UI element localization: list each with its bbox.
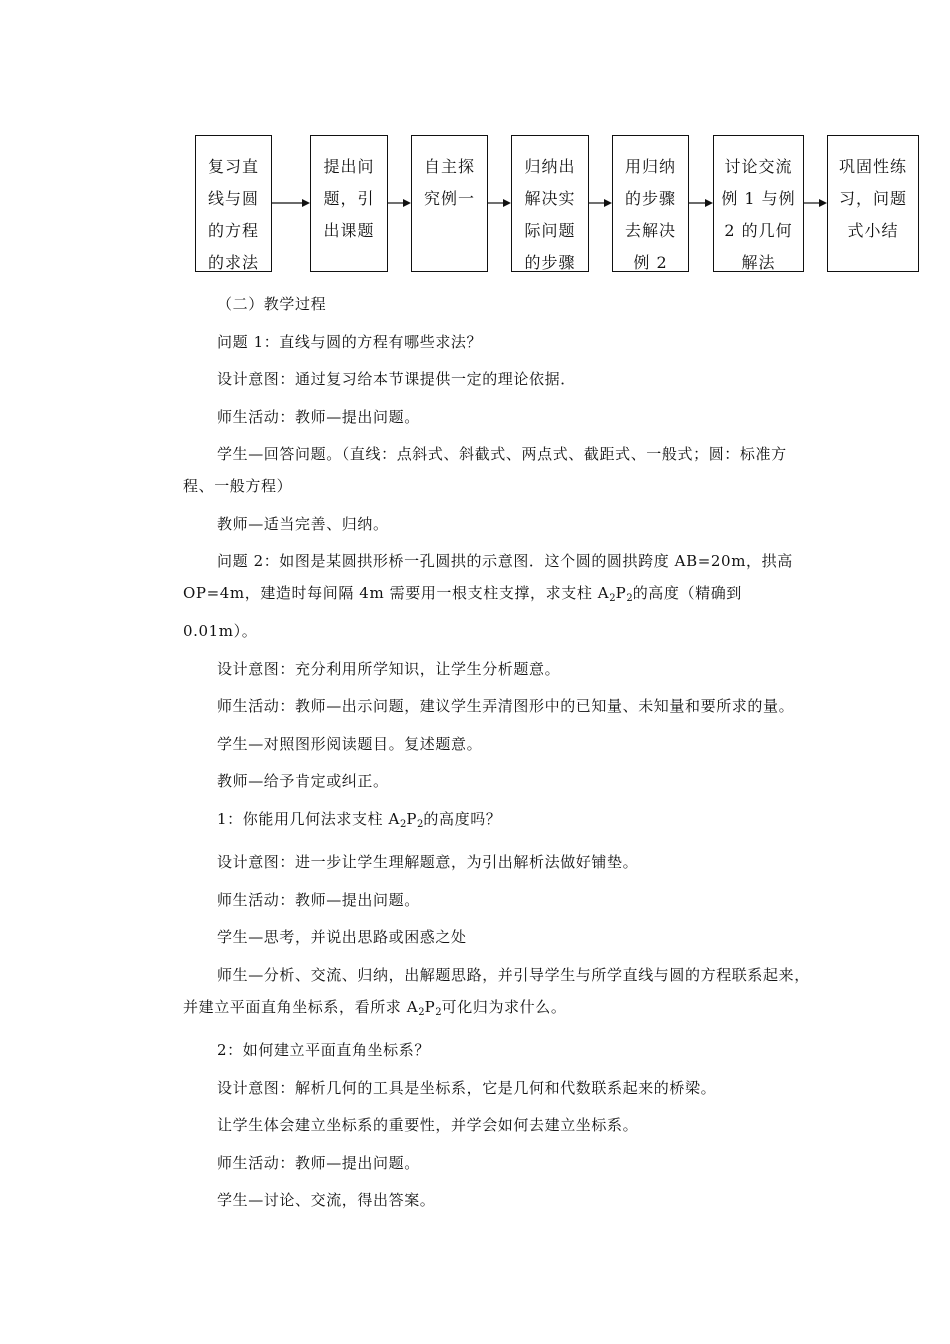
sub-question-2: 2：如何建立平面直角坐标系？ [217,1041,430,1059]
flow-step-2-line: 题，引 [323,189,375,208]
teacher-student-activity: 师生活动：教师—提出问题。 [217,1153,420,1172]
question-2-text: 问题 2：如图是某圆拱形桥一孔圆拱的示意图．这个圆的圆拱跨度 AB=20m，拱高 OP=4m，建造时每间隔 4m 需要用一根支柱支撑，求支柱 A [183,552,793,602]
document-body [183,288,815,1222]
subscript: 2 [626,593,633,604]
flow-step-5-line: 用归纳 [624,157,676,176]
flow-step-1-line: 复习直 [207,157,259,176]
flow-step-3 [411,135,488,272]
flow-step-7-line: 习，问题 [838,189,907,208]
student-response: 学生—回答问题。（直线：点斜式、斜截式、两点式、截距式、一般式；圆：标准方程、一般方程） [183,445,787,495]
flow-step-6-line: 例 1 与例 [721,189,796,208]
subscript: 2 [609,593,616,604]
flow-step-4 [511,135,589,272]
flow-arrow [272,196,310,210]
flow-step-7-line: 式小结 [847,221,899,240]
flow-arrow [388,196,411,210]
symbol-p: P [424,997,436,1016]
subscript: 2 [435,1006,442,1018]
flow-step-1-line: 的求法 [207,253,259,272]
flow-step-5-line: 去解决 [624,221,676,240]
flow-step-5-line: 例 2 [633,253,668,272]
design-intent: 设计意图：进一步让学生理解题意，为引出解析法做好铺垫。 [217,853,639,871]
flow-step-5-line: 的步骤 [624,189,676,208]
flow-arrow [488,196,511,210]
intent-note: 让学生体会建立坐标系的重要性，并学会如何去建立坐标系。 [217,1116,639,1134]
subscript: 2 [418,1006,425,1018]
teacher-student-activity: 师生活动：教师—出示问题，建议学生弄清图形中的已知量、未知量和要所求的量。 [217,697,795,715]
flow-step-7 [827,135,919,272]
student-response: 学生—讨论、交流，得出答案。 [217,1191,436,1209]
flow-step-2 [310,135,388,272]
question-1: 问题 1：直线与圆的方程有哪些求法？ [217,332,483,351]
sub-question-1 [183,803,815,841]
sub-question-1-text-end: 的高度吗？ [423,809,502,828]
flow-arrow [689,196,713,210]
flow-arrow [804,196,827,210]
subscript: 2 [417,818,424,830]
flow-step-1 [195,135,272,272]
design-intent: 设计意图：解析几何的工具是坐标系，它是几何和代数联系起来的桥梁。 [217,1078,717,1097]
flowchart [0,0,950,290]
teacher-response: 教师—给予肯定或纠正。 [217,772,389,790]
teacher-response: 教师—适当完善、归纳。 [217,514,389,533]
flow-step-5 [612,135,689,272]
design-intent: 设计意图：通过复习给本节课提供一定的理论依据． [217,370,576,388]
teacher-student-activity: 师生活动：教师—提出问题。 [217,407,420,426]
flow-step-3-line: 自主探 [423,157,475,176]
flow-step-6-line: 2 的几何 [724,221,793,240]
student-response: 学生—思考，并说出思路或困惑之处 [217,928,467,946]
student-response: 学生—对照图形阅读题目。复述题意。 [217,734,483,753]
flow-step-7-line: 巩固性练 [838,157,907,176]
subscript: 2 [399,818,407,830]
flow-step-6-line: 讨论交流 [724,157,793,176]
flow-step-4-line: 归纳出 [524,157,576,176]
question-2 [183,545,815,647]
flow-step-4-line: 的步骤 [524,253,576,272]
flow-step-3-line: 究例一 [423,189,475,208]
flow-step-2-line: 提出问 [323,157,375,176]
teacher-student-activity: 师生活动：教师—提出问题。 [217,890,420,909]
question-2-text-end: 的高度（精确到 0.01m）。 [183,584,742,640]
flow-step-1-line: 的方程 [207,221,259,240]
section-title: （二）教学过程 [217,295,327,313]
flow-arrow [589,196,612,210]
teacher-student-summary [183,959,815,1029]
flow-step-1-line: 线与圆 [207,189,259,208]
flow-step-4-line: 解决实 [524,189,576,208]
flow-step-2-line: 出课题 [323,221,375,240]
sub-question-1-text: 1：你能用几何法求支柱 A [217,809,400,828]
summary-text: 师生—分析、交流、归纳，出解题思路，并引导学生与所学直线与圆的方程联系起来，并建立平面直角坐标系，看所求 A [183,965,810,1016]
symbol-p: P [615,584,627,602]
flow-step-6-line: 解法 [741,253,776,272]
symbol-p: P [406,809,418,828]
summary-text-end: 可化归为求什么。 [441,997,567,1016]
design-intent: 设计意图：充分利用所学知识，让学生分析题意。 [217,659,561,678]
flow-step-4-line: 际问题 [524,221,576,240]
flow-step-6 [713,135,804,272]
